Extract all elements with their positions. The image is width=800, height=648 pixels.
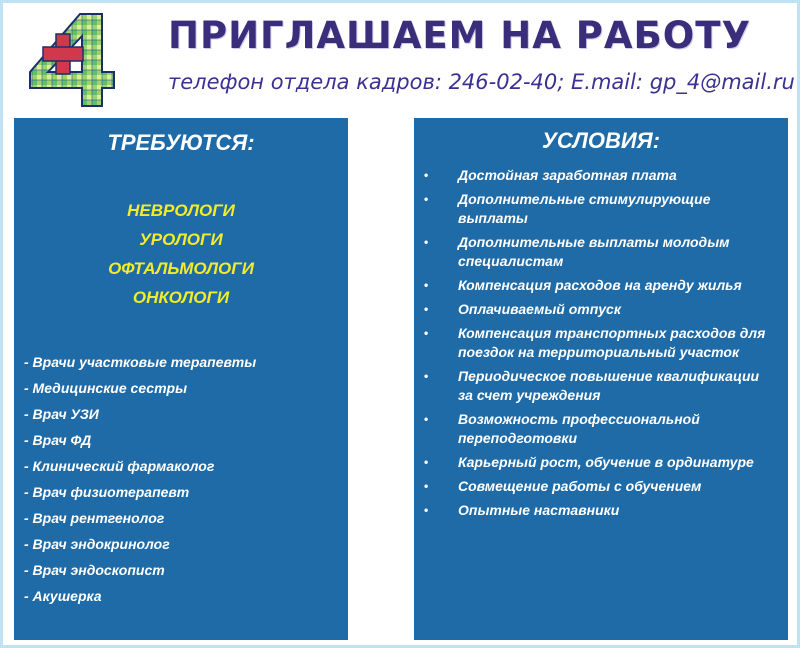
condition-text: Совмещение работы с обучением: [458, 478, 702, 494]
bullet-icon: •: [424, 278, 429, 292]
condition-text: Периодическое повышение квалификации за счет учреждения: [458, 368, 760, 403]
condition-text: Дополнительные выплаты молодым специалистам: [458, 234, 730, 269]
conditions-heading: УСЛОВИЯ:: [541, 128, 661, 153]
page-title: ПРИГЛАШАЕМ НА РАБОТУ: [168, 14, 751, 57]
condition-text: Оплачиваемый отпуск: [458, 301, 621, 317]
condition-item: [414, 410, 788, 448]
specialty-item: НЕВРОЛОГИ: [127, 201, 235, 220]
condition-text: Дополнительные стимулирующие выплаты: [458, 191, 711, 226]
conditions-list: [414, 166, 788, 520]
condition-item: [414, 166, 788, 185]
clinic-logo: [22, 10, 122, 110]
condition-item: [414, 300, 788, 319]
bullet-icon: •: [424, 455, 429, 469]
condition-item: [414, 233, 788, 271]
condition-item: [414, 477, 788, 496]
position-item: - Клинический фармаколог: [24, 458, 215, 474]
bullet-icon: •: [424, 168, 429, 182]
positions-list: [14, 349, 348, 609]
position-item: - Врач физиотерапевт: [24, 484, 190, 500]
position-item: - Медицинские сестры: [24, 380, 188, 396]
position-item: - Врач эндокринолог: [24, 536, 170, 552]
position-item: - Врач ФД: [24, 432, 92, 448]
condition-item: [414, 453, 788, 472]
condition-text: Достойная заработная плата: [458, 167, 677, 183]
specialty-item: УРОЛОГИ: [139, 230, 223, 249]
bullet-icon: •: [424, 412, 429, 426]
position-item: - Врач эндоскопист: [24, 562, 165, 578]
bullet-icon: •: [424, 235, 429, 249]
required-panel: [14, 118, 348, 640]
specialties-list: [14, 196, 348, 312]
bullet-icon: •: [424, 302, 429, 316]
condition-item: [414, 190, 788, 228]
position-item: - Акушерка: [24, 588, 102, 604]
specialty-item: ОНКОЛОГИ: [132, 288, 230, 307]
condition-item: [414, 367, 788, 405]
contact-info: телефон отдела кадров: 246-02-40; E.mail: gp_4@mail.ru: [168, 70, 795, 94]
condition-item: [414, 501, 788, 520]
position-item: - Врач рентгенолог: [24, 510, 165, 526]
condition-item: [414, 324, 788, 362]
condition-text: Опытные наставники: [458, 502, 620, 518]
specialty-item: ОФТАЛЬМОЛОГИ: [108, 259, 254, 278]
bullet-icon: •: [424, 369, 429, 383]
position-item: - Врач УЗИ: [24, 406, 99, 422]
bullet-icon: •: [424, 479, 429, 493]
required-heading: ТРЕБУЮТСЯ:: [107, 130, 255, 155]
position-item: - Врачи участковые терапевты: [24, 354, 257, 370]
bullet-icon: •: [424, 192, 429, 206]
condition-text: Компенсация расходов на аренду жилья: [458, 277, 742, 293]
bullet-icon: •: [424, 326, 429, 340]
condition-item: [414, 276, 788, 295]
bullet-icon: •: [424, 503, 429, 517]
condition-text: Карьерный рост, обучение в ординатуре: [458, 454, 754, 470]
condition-text: Компенсация транспортных расходов для поездок на территориальный участок: [458, 325, 766, 360]
condition-text: Возможность профессиональной переподготовки: [458, 411, 700, 446]
conditions-panel: [414, 118, 788, 640]
